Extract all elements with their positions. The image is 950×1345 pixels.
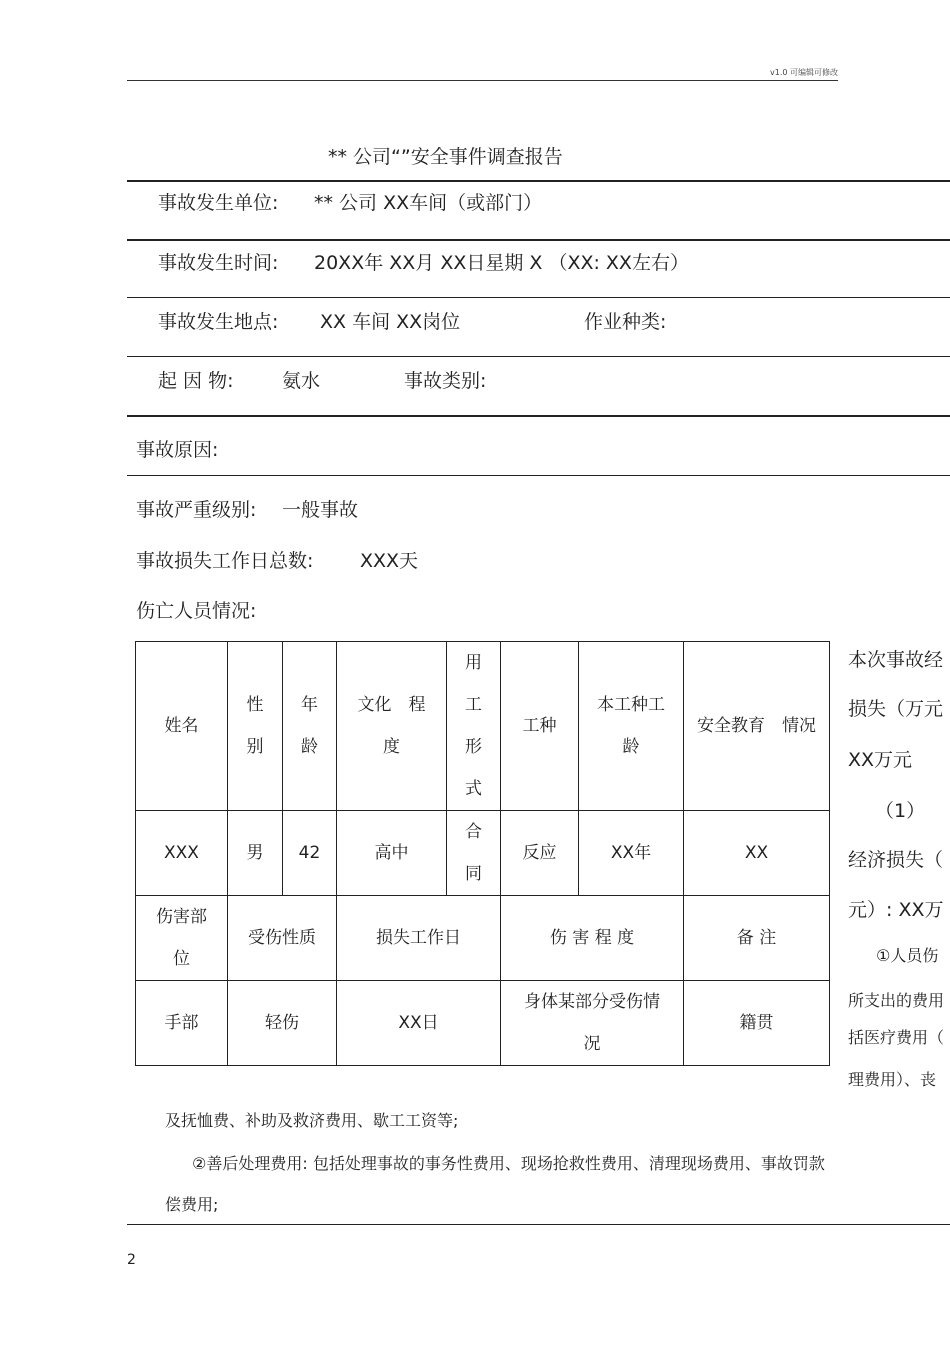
cell-age: 42	[283, 811, 337, 896]
cell-injury-part: 手部	[136, 981, 228, 1066]
table-row	[136, 811, 830, 896]
severity-label: 事故严重级别:	[136, 499, 257, 521]
cell-lost-workdays: XX日	[337, 981, 501, 1066]
unit-label: 事故发生单位:	[158, 192, 279, 214]
place-label: 事故发生地点:	[158, 311, 279, 333]
category-label: 事故类别:	[404, 370, 487, 392]
header-age: 年龄	[301, 695, 318, 757]
table-header-row-2	[136, 896, 830, 981]
side-line-4: （1）	[875, 800, 926, 822]
header-rule	[127, 80, 838, 81]
side-line-8: 所支出的费用	[848, 991, 945, 1010]
injury-table	[135, 641, 830, 1066]
side-line-2: 损失（万元	[848, 698, 944, 720]
header-injury-part: 伤害部位	[156, 907, 207, 969]
report-title: ** 公司“”安全事件调查报告	[328, 146, 563, 168]
casualty-label: 伤亡人员情况:	[136, 600, 257, 622]
page-number: 2	[127, 1252, 136, 1268]
work-type-label: 作业种类:	[584, 311, 667, 333]
cause-label: 事故原因:	[136, 439, 219, 461]
table-row	[136, 981, 830, 1066]
cell-gender: 男	[228, 811, 283, 896]
header-education: 文化 程度	[357, 695, 426, 757]
side-line-9: 括医疗费用（	[848, 1028, 945, 1047]
side-line-6: 元）: XX万	[848, 899, 944, 921]
table-header-row	[136, 642, 830, 811]
lost-days-label: 事故损失工作日总数:	[136, 550, 314, 572]
unit-value: ** 公司 XX车间（或部门）	[314, 192, 543, 214]
severity-value: 一般事故	[282, 499, 359, 521]
header-job-years: 本工种工龄	[597, 695, 665, 757]
cell-job: 反应	[501, 811, 579, 896]
side-line-5: 经济损失（	[848, 849, 944, 871]
cell-safety-education: XX	[684, 811, 830, 896]
side-line-1: 本次事故经	[848, 649, 944, 671]
side-line-10: 理费用）、丧	[848, 1070, 937, 1089]
time-value: 20XX年 XX月 XX日星期 X （XX: XX左右）	[314, 252, 689, 274]
header-gender: 性别	[246, 695, 264, 757]
body-paragraph-3: 偿费用;	[165, 1195, 219, 1214]
side-line-3: XX万元	[848, 749, 913, 771]
header-injury-nature: 受伤性质	[228, 896, 337, 981]
header-injury-degree: 伤 害 程 度	[501, 896, 684, 981]
cell-employment: 合同	[465, 822, 482, 884]
footer-rule	[127, 1224, 950, 1225]
cell-job-years: XX年	[579, 811, 684, 896]
cell-injury-nature: 轻伤	[228, 981, 337, 1066]
rule-1	[127, 180, 950, 182]
cause-object-value: 氨水	[282, 370, 321, 392]
cell-education: 高中	[337, 811, 447, 896]
body-paragraph-1: 及抚恤费、补助及救济费用、歇工工资等;	[165, 1111, 459, 1130]
header-name: 姓名	[136, 642, 228, 811]
rule-3	[127, 297, 950, 298]
header-remark: 备 注	[684, 896, 830, 981]
side-line-7: ①人员伤	[876, 946, 939, 965]
header-employment: 用工形式	[465, 653, 482, 799]
body-paragraph-2: ②善后处理费用: 包括处理事故的事务性费用、现场抢救性费用、清理现场费用、事故罚款	[192, 1154, 825, 1173]
cell-remark: 籍贯	[684, 981, 830, 1066]
rule-2	[127, 239, 950, 241]
header-job: 工种	[501, 642, 579, 811]
rule-4	[127, 356, 950, 357]
cause-object-label: 起 因 物:	[158, 370, 234, 392]
rule-6	[127, 475, 950, 476]
time-label: 事故发生时间:	[158, 252, 279, 274]
lost-days-value: XXX天	[360, 550, 419, 572]
header-lost-workdays: 损失工作日	[337, 896, 501, 981]
cell-name: XXX	[136, 811, 228, 896]
version-note: v1.0 可编辑可修改	[770, 68, 838, 77]
place-value: XX 车间 XX岗位	[320, 311, 461, 333]
rule-5	[127, 415, 950, 417]
header-safety-education: 安全教育 情况	[697, 716, 816, 736]
cell-injury-degree: 身体某部分受伤情况	[524, 992, 660, 1054]
